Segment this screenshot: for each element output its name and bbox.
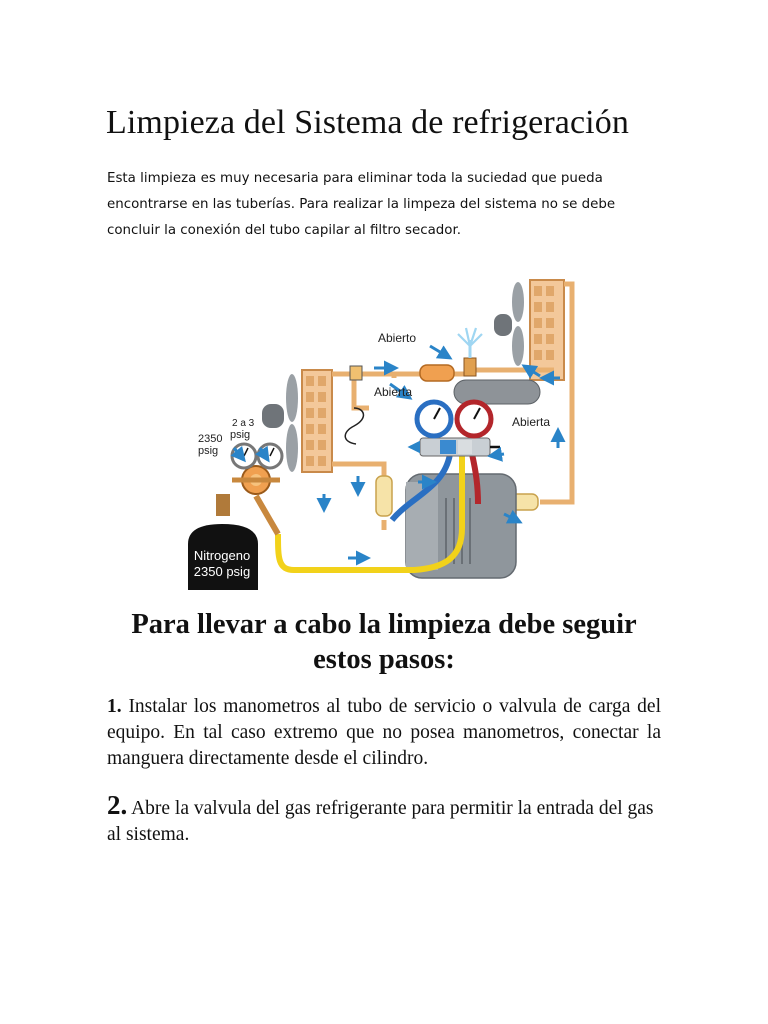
nitrogen-cylinder <box>188 524 258 590</box>
label-2350-line1: 2350 <box>198 433 223 445</box>
label-2a3-line1: 2 a 3 <box>232 418 255 429</box>
label-2350-line2: psig <box>198 445 219 457</box>
label-abierto: Abierto <box>378 331 417 345</box>
label-abierta-right: Abierta <box>512 415 551 429</box>
capillary-tube <box>345 408 363 444</box>
refrigeration-diagram <box>174 258 654 590</box>
page-title: Limpieza del Sistema de refrigeración <box>106 104 629 141</box>
step-1-number: 1. <box>107 696 122 717</box>
steps-heading: Para llevar a cabo la limpieza debe seguir estos pasos: <box>131 609 637 675</box>
label-2a3-line2: psig <box>230 429 251 441</box>
tank-label-line1: Nitrogeno <box>193 548 251 563</box>
step-1-text: Instalar los manometros al tubo de servicio o valvula de carga del equipo. En tal caso extremo que no posea manometros, conectar la manguera directamente desde el cilindro. <box>107 696 662 769</box>
step-1 <box>107 694 661 772</box>
regulator <box>216 444 282 534</box>
diagram-svg <box>174 258 654 590</box>
step-2-number: 2. <box>107 790 128 820</box>
condenser-left <box>302 370 332 472</box>
condenser-right <box>530 280 564 380</box>
label-abierta-left: Abierta <box>374 385 413 399</box>
manifold-gauge-set <box>410 402 500 456</box>
tank-label-line2: 2350 psig <box>193 564 251 579</box>
receiver-tank <box>454 380 540 404</box>
step-2 <box>107 792 661 848</box>
step-2-text: Abre la valvula del gas refrigerante para permitir la entrada del gas al sistema. <box>107 798 654 845</box>
intro-paragraph: Esta limpieza es muy necesaria para eliminar toda la suciedad que pueda encontrarse en las tuberías. Para realizar la limpeza del sistema no se debe concluir la conexión del tubo capilar al filtro secador. <box>107 171 616 238</box>
fan-right-icon <box>494 282 524 366</box>
